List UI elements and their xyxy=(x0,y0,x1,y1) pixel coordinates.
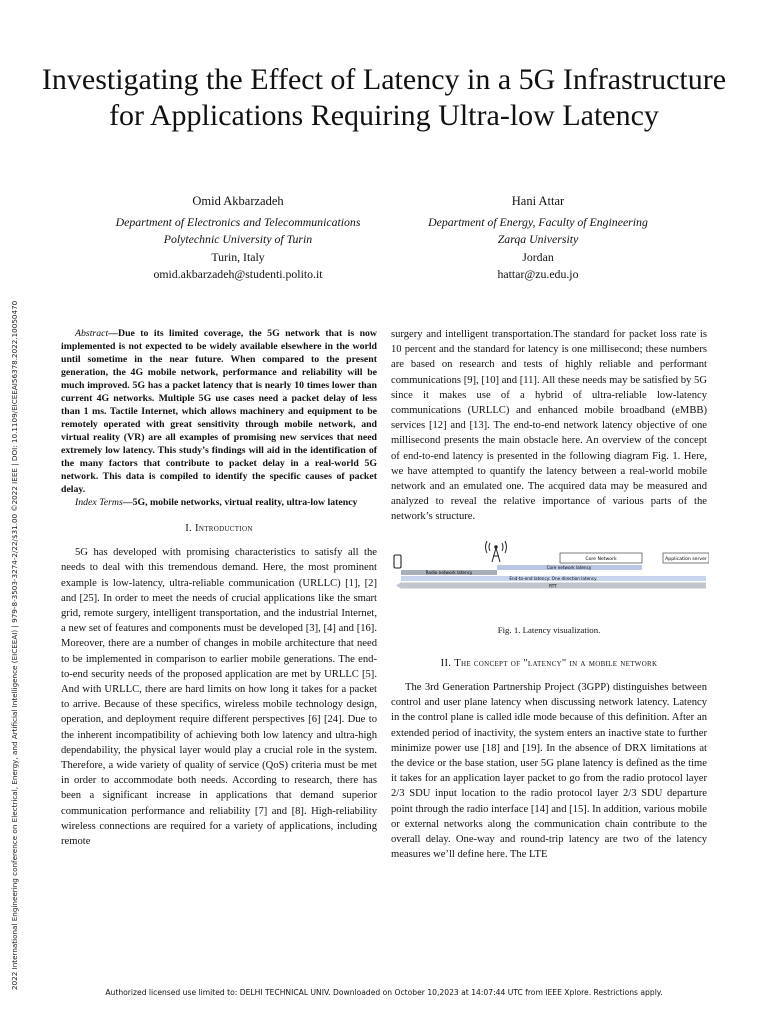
figure-latency-diagram xyxy=(393,539,709,609)
abstract-lead: Abstract xyxy=(75,328,109,339)
right-paragraph-1: surgery and intelligent transportation.The standard for packet loss rate is 10 percent and the standard for latency is one millisecond; these numbers are based on research and tests of highly reliable and performant communications [9], [10] and [11]. All these needs may be satisfied by 5G since it makes use of a hybrid of ultra-reliable low-latency communications (URLLC) and enhanced mobile broadband (eMBB) services [12] and [13]. The end-to-end network latency objective of one millisecond presents the main obstacle here. An overview of the concept of end-to-end latency is presented in the following diagram Fig. 1. Here, we have attempted to quantify the latency between a real-world mobile network and an emulated one. The acquired data may be measured and analyzed to reveal the relative importance of various parts of the network’s structure. xyxy=(391,329,707,523)
section-numeral: I. xyxy=(185,523,193,534)
application-server-label: Application server xyxy=(665,556,707,562)
author-name: Hani Attar xyxy=(511,194,565,208)
index-terms xyxy=(61,496,377,509)
author-dept: Department of Energy, Faculty of Engineering xyxy=(428,214,648,229)
section-title: The concept of "latency" in a mobile network xyxy=(454,657,658,669)
introduction-paragraph: 5G has developed with promising characteristics to satisfy all the needs to deal with this tremendous demand. Here, the most prominent example is low-latency, ultra-reliable communication (URLLC) [1], [2] and [25]. In order to meet the needs of crucial applications like the smart grid, remote surgery, intelligent transportation, and the industrial Internet, a new set of features and components must be developed [3], [4] and [16]. Moreover, there are a number of changes in mobile architecture that need to be implemented in comparison to earlier mobile generations. The end-to-end security needs of the proposed application are met by URLLC [5]. And with URLLC, there are hard limits on how long it takes for a packet to arrive. Because of these specifics, wireless mobile technology design, operation, and deployment require different perspectives [6] [24]. Due to the inherent incompatibility of achieving both low latency and ultra-high dependability, the physical layer would play a crucial role in the system. Therefore, a wide variety of quality of service (QoS) criteria must be met in order to accommodate both needs. According to research, there has been a significant increase in applications that demand superior communication performance and reliability [7] and [8]. High-reliability wireless connections are required for a variety of applications, including remote xyxy=(61,547,377,848)
author-dept: Department of Electronics and Telecommunications xyxy=(115,214,361,229)
core-latency-label: Core network latency xyxy=(546,564,592,570)
author-location: Turin, Italy xyxy=(211,249,265,264)
index-terms-lead: Index Terms xyxy=(75,497,123,508)
left-column xyxy=(61,327,377,849)
paper-title: Investigating the Effect of Latency in a 5G Infrastructure for Applications Requiring Ultra-low Latency xyxy=(41,63,727,132)
abstract xyxy=(61,327,377,496)
latency-diagram xyxy=(393,539,709,609)
author-email: hattar@zu.edu.jo xyxy=(497,267,579,281)
author-org: Zarqa University xyxy=(497,232,579,246)
footer-license: Authorized licensed use limited to: DELHI TECHNICAL UNIV. Downloaded on October 10,2023 at 14:07:44 UTC from IEEE Xplore. Restrictions apply. xyxy=(105,988,663,997)
radio-latency-label: Radio network latency xyxy=(425,569,473,575)
e2e-latency-label: End-to-end latency: One direction latency xyxy=(509,575,597,581)
abstract-text: —Due to its limited coverage, the 5G network that is now implemented is not expected to be widely available elsewhere in the world until sometime in the near future. When compared to the present generation, the 4G mobile network, performance and reliability will be much improved. 5G has a packet latency that is nearly 10 times lower than current 4G networks. Multiple 5G use cases need a packet delay of less than 1 ms. Tactile Internet, which allows machinery and equipment to be remotely operated with great sensitivity through mobile network, and virtual reality (VR) are all examples of promising new services that need extremely low latency. This study’s findings will aid in the identification of the many factors that contribute to packet delay in a real-world 5G network. This data is compiled to identify the specific causes of packet delay. xyxy=(61,328,377,495)
section-title: Introduction xyxy=(195,523,253,534)
section-heading-2 xyxy=(391,656,707,671)
rtt-label: RTT xyxy=(549,582,557,588)
author-location: Jordan xyxy=(522,249,554,264)
core-network-label: Core Network xyxy=(585,556,617,562)
sidebar-citation: 2022 International Engineering conference on Electrical, Energy, and Artificial Intelligence (EICEEAI) | 979-8-3503-3274-2/22/$31.00 ©2022 IEEE | DOI: 10.1109/EICEEAI56378.2022.10050470 xyxy=(10,300,19,990)
author-email: omid.akbarzadeh@studenti.polito.it xyxy=(153,267,323,281)
index-terms-text: —5G, mobile networks, virtual reality, ultra-low latency xyxy=(122,497,358,508)
author-org: Polytechnic University of Turin xyxy=(163,232,313,246)
author-block-1 xyxy=(88,193,388,284)
section-numeral: II. xyxy=(440,657,452,669)
figure-caption: Fig. 1. Latency visualization. xyxy=(497,624,601,635)
section-heading-1 xyxy=(61,521,377,536)
author-name: Omid Akbarzadeh xyxy=(192,194,284,208)
right-column xyxy=(391,327,707,862)
radio-tower-icon xyxy=(486,541,507,562)
author-block-2 xyxy=(388,193,688,284)
section2-paragraph: The 3rd Generation Partnership Project (3GPP) distinguishes between control and user plane latency when discussing network latency. Latency in the control plane is called idle mode because of this definition. After an extended period of inactivity, the system enters an inactive state to further minimize power use [18] and [19]. In the absence of DRX limitations at the device or the base station, user 5G plane latency is defined as the time it takes for an application layer packet to go from the radio protocol layer 2/3 SDU input location to the radio protocol layer 2/3 SDU departure point through the radio interface [14] and [15]. In addition, various mobile or external networks along the communication chain contribute to the overall delay. One-way and round-trip latency are two of the latency measures we’ll define here. The LTE xyxy=(391,682,707,861)
phone-icon xyxy=(394,555,401,568)
